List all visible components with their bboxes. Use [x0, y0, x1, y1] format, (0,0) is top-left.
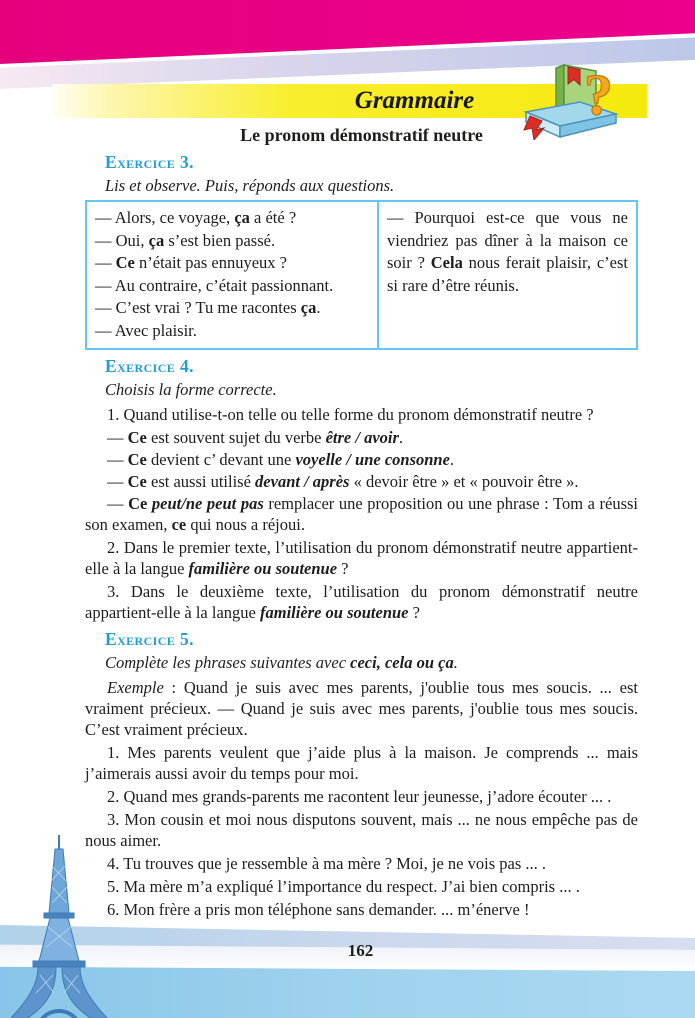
exercise5-item: 2. Quand mes grands-parents me racontent leur jeunesse, j’adore écouter ... .: [107, 787, 612, 806]
dialogue-line: — Au contraire, c’était passionnant.: [95, 275, 334, 295]
exercise4-label: Exercice 4.: [105, 356, 194, 376]
page-number: 162: [347, 941, 374, 960]
exercise5-item: 5. Ma mère m’a expliqué l’importance du respect. J’ai bien compris ... .: [107, 877, 580, 896]
exercise4-rule: — Ce peut/ne peut pas remplacer une proposition ou une phrase : Tom a réussi son examen, ce qui nous a réjoui.: [85, 494, 639, 534]
exercise5-item: 1. Mes parents veulent que j’aide plus à la maison. Je comprends ... mais j’aimerais aussi avoir du temps pour moi.: [85, 743, 638, 783]
dialogue-line: — Oui, ça s’est bien passé.: [95, 230, 276, 250]
dialogue-table: [85, 200, 638, 350]
dialogue-line: — Alors, ce voyage, ça a été ?: [95, 208, 297, 227]
dialogue-paragraph: — Pourquoi est-ce que vous ne viendriez pas dîner à la maison ce soir ? Cela nous ferait plaisir, c’est si rare d’être réunis.: [387, 208, 628, 295]
dialogue-line: — Ce n’était pas ennuyeux ?: [95, 253, 287, 272]
exercise4-rule: — Ce est aussi utilisé devant / après « devoir être » et « pouvoir être ».: [107, 472, 579, 491]
exercise5-item: 6. Mon frère a pris mon téléphone sans demander. ... m’énerve !: [107, 900, 530, 919]
exercise3-instruction: Lis et observe. Puis, réponds aux questions.: [105, 176, 395, 195]
exercise4-question-1: 1. Quand utilise-t-on telle ou telle forme du pronom démonstratif neutre ?: [107, 405, 594, 424]
books-question-icon: [510, 58, 624, 140]
exercise5-example: Exemple : Quand je suis avec mes parents, j'oublie tous mes soucis. ... est vraiment précieux. — Quand je suis avec mes parents, j'oublie tous mes soucis. C’est vraiment précieux.: [85, 678, 638, 739]
exercise3-label: Exercice 3.: [105, 152, 194, 172]
dialogue-right-cell: [378, 201, 637, 349]
exercise4-instruction: Choisis la forme correcte.: [105, 380, 277, 399]
exercise4-question-3: 3. Dans le deuxième texte, l’utilisation du pronom démonstratif neutre appartient-elle à la langue familière ou soutenue ?: [85, 582, 638, 622]
exercise5-instruction: Complète les phrases suivantes avec ceci, cela ou ça.: [105, 653, 458, 672]
exercise4-rule: — Ce devient c’ devant une voyelle / une consonne.: [107, 450, 455, 469]
lesson-title: Le pronom démonstratif neutre: [240, 125, 483, 145]
dialogue-line: — C’est vrai ? Tu me racontes ça.: [95, 298, 321, 317]
page-content: [85, 124, 638, 922]
exercise5-label: Exercice 5.: [105, 629, 194, 649]
svg-text:?: ?: [584, 62, 613, 127]
eiffel-tower-illustration: [4, 835, 134, 1018]
exercise5-item: 3. Mon cousin et moi nous disputons souvent, mais ... ne nous empêche pas de nous aimer.: [85, 810, 638, 850]
dialogue-left-cell: [86, 201, 378, 349]
exercise4-rule: — Ce est souvent sujet du verbe être / avoir.: [107, 428, 404, 447]
banner-title: Grammaire: [354, 87, 475, 114]
exercise4-question-2: 2. Dans le premier texte, l’utilisation du pronom démonstratif neutre appartient-elle à la langue familière ou soutenue ?: [85, 538, 638, 578]
exercise5-item: 4. Tu trouves que je ressemble à ma mère ? Moi, je ne vois pas ... .: [107, 854, 546, 873]
dialogue-line: — Avec plaisir.: [95, 320, 197, 340]
